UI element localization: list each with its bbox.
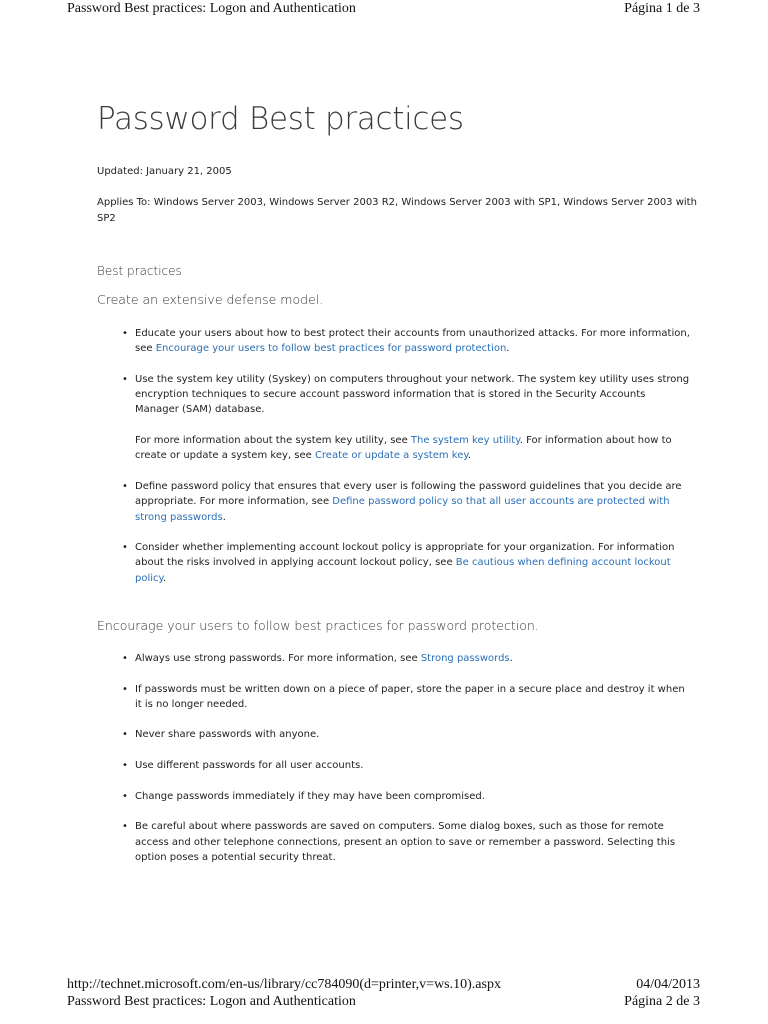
list-item: [122, 326, 690, 357]
page-title: Password Best practices: [97, 101, 464, 137]
list-item-text: Always use strong passwords. For more information, see: [135, 653, 421, 664]
applies-to: Applies To: Windows Server 2003, Windows Server 2003 R2, Windows Server 2003 with SP1, Windows Server 2003 with SP2: [97, 197, 697, 224]
next-page-header: [67, 994, 700, 1010]
list-item-paragraph: [135, 433, 690, 464]
print-header: [67, 1, 700, 17]
list-item-text: Educate your users about how to best protect their accounts from unauthorized attacks. For more information, see: [135, 328, 690, 355]
link-create-update-system-key[interactable]: Create or update a system key: [314, 450, 468, 462]
list-item-text: Define password policy that ensures that every user is following the password guidelines that you decide are appropriate. For more information, see: [135, 480, 682, 508]
list-item-text: .: [222, 511, 226, 523]
print-footer: [67, 977, 700, 993]
next-page-title: Password Best practices: Logon and Authentication: [67, 994, 356, 1009]
footer-url: http://technet.microsoft.com/en-us/library/cc784090(d=printer,v=ws.10).aspx: [67, 977, 501, 992]
footer-date: 04/04/2013: [636, 977, 700, 992]
list-item: • Never share passwords with anyone.: [122, 727, 690, 742]
print-header-title: Password Best practices: Logon and Authentication: [67, 1, 356, 16]
list-item: [122, 651, 690, 666]
link-account-lockout-policy[interactable]: Be cautious when defining account lockout policy: [135, 557, 671, 584]
section-heading-best-practices: Best practices: [97, 264, 182, 278]
list-item-text: . For information about how to create or update a system key, see: [135, 435, 672, 462]
list-item: • Change passwords immediately if they may have been compromised.: [122, 789, 690, 804]
list-item-text: .: [509, 653, 513, 664]
list-item-text: .: [506, 343, 510, 355]
updated-date: Updated: January 21, 2005: [97, 166, 232, 177]
list-item-text: For more information about the system key utility, see: [135, 435, 411, 447]
password-protection-list: [122, 651, 690, 880]
list-item: • Use different passwords for all user accounts.: [122, 758, 690, 773]
list-item-text: .: [467, 450, 472, 462]
list-item-text: .: [163, 572, 167, 584]
list-item-text: Consider whether implementing account lockout policy is appropriate for your organization. For information about the risks involved in applying account lockout policy, see: [135, 542, 675, 569]
list-item: [122, 479, 690, 525]
link-encourage-best-practices[interactable]: Encourage your users to follow best practices for password protection: [155, 343, 507, 355]
next-page-number: Página 2 de 3: [624, 994, 700, 1009]
list-item-text: Use the system key utility (Syskey) on computers throughout your network. The system key utility uses strong encryption techniques to secure account password information that is stored in the Security Accounts Manager (SAM) database.: [135, 373, 690, 416]
list-item: • If passwords must be written down on a piece of paper, store the paper in a secure place and destroy it when it is no longer needed.: [122, 682, 690, 713]
list-item: [122, 540, 690, 586]
subheading-create-defense-model: Create an extensive defense model.: [97, 292, 324, 307]
link-system-key-utility[interactable]: The system key utility: [410, 435, 520, 447]
link-strong-passwords[interactable]: Strong passwords: [420, 653, 510, 664]
list-item: [122, 372, 690, 464]
subheading-encourage-users: Encourage your users to follow best practices for password protection.: [97, 618, 539, 633]
print-header-page-number: Página 1 de 3: [624, 1, 700, 16]
list-item: • Be careful about where passwords are saved on computers. Some dialog boxes, such as those for remote access and other telephone connections, present an option to save or remember a password. Selecting this option poses a potential security threat.: [122, 819, 690, 865]
link-define-password-policy[interactable]: Define password policy so that all user accounts are protected with strong passwords: [135, 496, 670, 523]
defense-model-list: [122, 326, 690, 601]
